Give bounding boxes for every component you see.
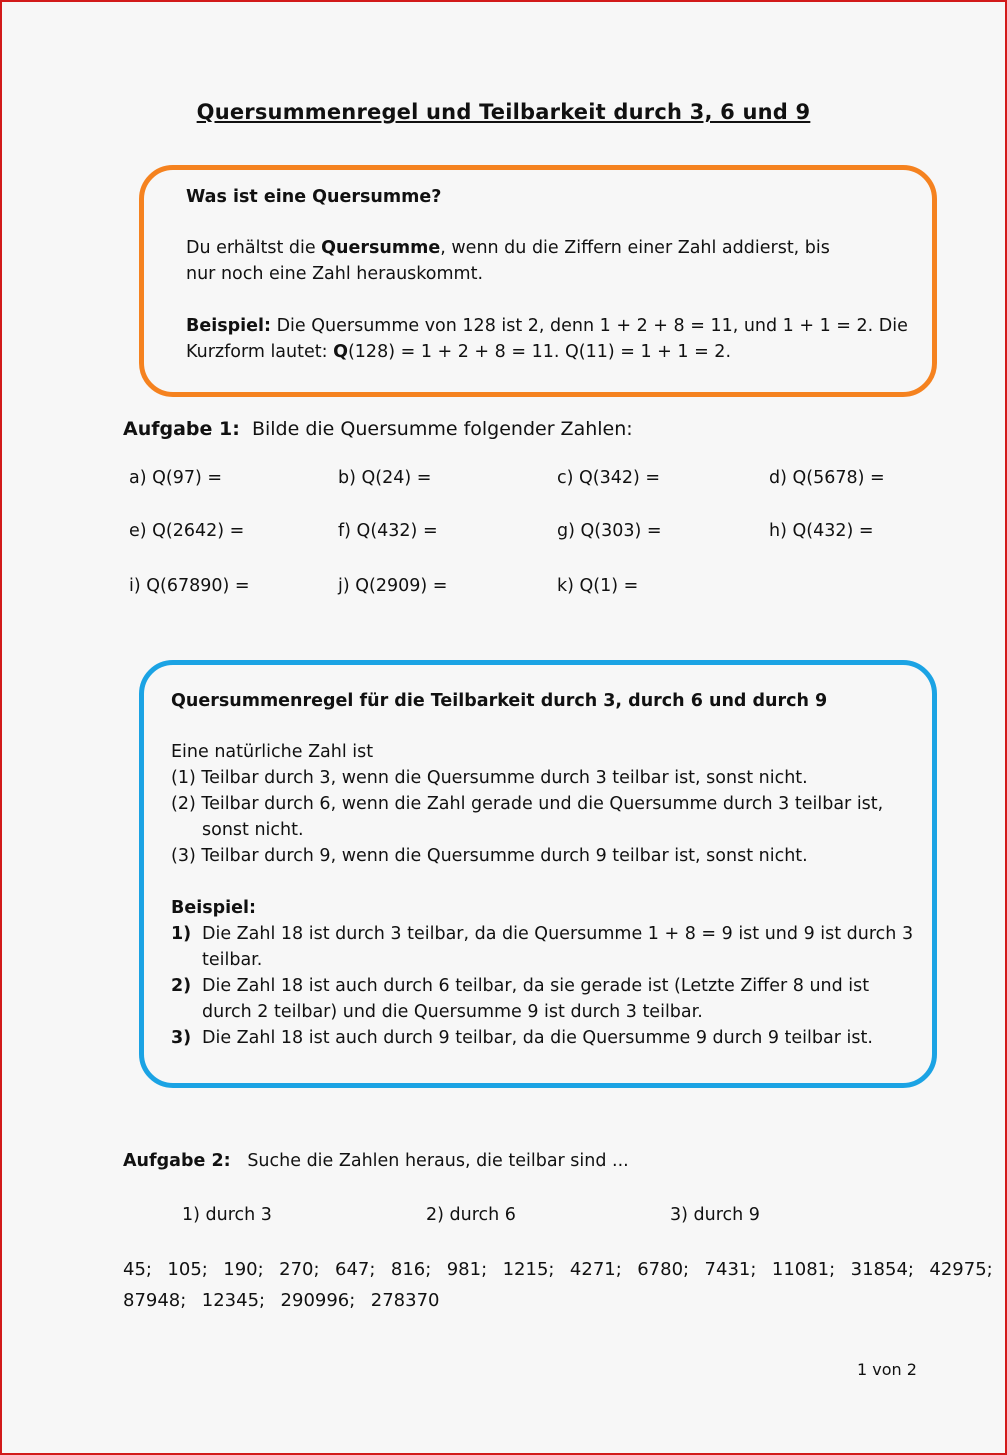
task1-item: a) Q(97) = (129, 468, 223, 488)
definition-example-line-1 (186, 313, 908, 339)
task1-item: b) Q(24) = (338, 468, 432, 488)
rule-1: (1) Teilbar durch 3, wenn die Quersumme durch 3 teilbar ist, sonst nicht. (171, 768, 808, 788)
example-text: (128) = 1 + 2 + 8 = 11. Q(11) = 1 + 1 = 2. (347, 342, 732, 362)
example-text: Kurzform lautet: (186, 342, 334, 362)
example-line: durch 2 teilbar) und die Quersumme 9 ist durch 3 teilbar. (202, 1002, 703, 1022)
task1-item: c) Q(342) = (557, 468, 661, 488)
rule-3: (3) Teilbar durch 9, wenn die Quersumme durch 9 teilbar ist, sonst nicht. (171, 846, 808, 866)
task2-option: 2) durch 6 (426, 1205, 516, 1225)
example-text: Die Quersumme von 128 ist 2, denn 1 + 2 + 8 = 11, und 1 + 1 = 2. Die (271, 316, 908, 336)
example-number: 3) (171, 1028, 192, 1048)
definition-line-2: nur noch eine Zahl herauskommt. (186, 264, 484, 284)
task2-option: 1) durch 3 (182, 1205, 272, 1225)
definition-line-1 (186, 235, 830, 261)
page-number: 1 von 2 (857, 1360, 917, 1379)
example-q: Q (333, 342, 348, 362)
rule-heading: Quersummenregel für die Teilbarkeit durch 3, durch 6 und durch 9 (171, 691, 828, 711)
page-title: Quersummenregel und Teilbarkeit durch 3, 6 und 9 (196, 100, 811, 124)
task1-text: Bilde die Quersumme folgender Zahlen: (251, 418, 633, 440)
definition-term: Quersumme (321, 238, 441, 258)
rule-2-continued: sonst nicht. (202, 820, 304, 840)
rule-2: (2) Teilbar durch 6, wenn die Zahl gerade und die Quersumme durch 3 teilbar ist, (171, 794, 884, 814)
task2-numbers-line-1: 45; 105; 190; 270; 647; 816; 981; 1215; 4271; 6780; 7431; 11081; 31854; 42975; (123, 1259, 993, 1280)
task2-option: 3) durch 9 (670, 1205, 760, 1225)
definition-text: Du erhältst die (186, 238, 322, 258)
example-line: teilbar. (202, 950, 263, 970)
task2-numbers-line-2: 87948; 12345; 290996; 278370 (123, 1290, 440, 1311)
task1-item: j) Q(2909) = (338, 576, 448, 596)
task1-label: Aufgabe 1: (123, 418, 240, 440)
task1-item: g) Q(303) = (557, 521, 662, 541)
task2-text: Suche die Zahlen heraus, die teilbar sind ... (247, 1151, 629, 1171)
task2-heading (123, 1148, 629, 1174)
task1-item: i) Q(67890) = (129, 576, 250, 596)
definition-text: , wenn du die Ziffern einer Zahl addierst, bis (440, 238, 830, 258)
definition-heading: Was ist eine Quersumme? (186, 187, 442, 207)
example-label: Beispiel: (186, 316, 272, 336)
task1-item: h) Q(432) = (769, 521, 874, 541)
task1-item: f) Q(432) = (338, 521, 438, 541)
rule-intro: Eine natürliche Zahl ist (171, 742, 374, 762)
example-line: Die Zahl 18 ist auch durch 9 teilbar, da die Quersumme 9 durch 9 teilbar ist. (202, 1028, 873, 1048)
task1-heading (123, 416, 633, 442)
rule-example-label: Beispiel: (171, 898, 257, 918)
example-number: 1) (171, 924, 192, 944)
task1-item: d) Q(5678) = (769, 468, 885, 488)
task2-label: Aufgabe 2: (123, 1151, 231, 1171)
example-line: Die Zahl 18 ist durch 3 teilbar, da die Quersumme 1 + 8 = 9 ist und 9 ist durch 3 (202, 924, 914, 944)
example-number: 2) (171, 976, 192, 996)
task1-item: k) Q(1) = (557, 576, 639, 596)
task1-item: e) Q(2642) = (129, 521, 245, 541)
example-line: Die Zahl 18 ist auch durch 6 teilbar, da sie gerade ist (Letzte Ziffer 8 und ist (202, 976, 870, 996)
definition-example-line-2 (186, 339, 731, 365)
